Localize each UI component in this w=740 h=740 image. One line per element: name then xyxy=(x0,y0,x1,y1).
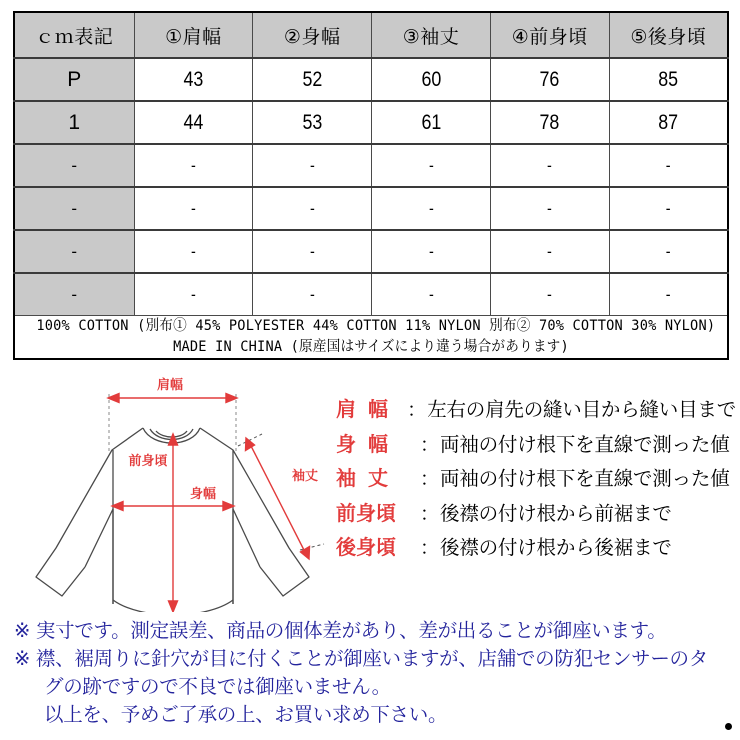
cell-shoulder xyxy=(143,58,244,101)
cell-value: - xyxy=(309,198,315,218)
table-row xyxy=(14,187,728,230)
cell-value: - xyxy=(428,284,434,304)
legend-colon: ： xyxy=(420,502,440,525)
column-header-front-length: ④前身頃 xyxy=(490,12,609,58)
cell-value: 60 xyxy=(421,67,441,91)
cell-body-width xyxy=(262,58,363,101)
table-footnote-row xyxy=(14,316,728,360)
shoulder-width-arrow xyxy=(108,394,237,403)
cell-value: 76 xyxy=(539,67,560,91)
cell-value: - xyxy=(428,198,434,218)
cell-sleeve xyxy=(381,58,482,101)
row-size-label: P xyxy=(14,58,134,101)
cell-shoulder xyxy=(143,144,244,187)
column-header-unit: ｃｍ表記 xyxy=(14,12,134,58)
cell-front-length xyxy=(499,187,600,230)
material-origin-note xyxy=(14,316,728,360)
cell-value: 53 xyxy=(302,110,323,134)
shoulder-width-label: 肩幅 xyxy=(156,378,184,393)
front-length-arrow xyxy=(169,434,178,612)
cell-back-length xyxy=(618,144,719,187)
size-table xyxy=(13,11,729,360)
measurement-legend xyxy=(336,393,736,566)
row-size-label: 1 xyxy=(14,101,134,144)
cell-value: 61 xyxy=(421,110,441,134)
legend-desc-body-width: 両袖の付け根下を直線で測った値 xyxy=(440,432,730,456)
note-line-2: ※ 襟、裾周りに針穴が目に付くことが御座いますが、店舗での防犯センサーのタ xyxy=(14,647,708,670)
legend-key-shoulder: 肩幅 xyxy=(336,397,400,421)
legend-desc-front-length: 後襟の付け根から前裾まで xyxy=(440,501,672,525)
cell-sleeve xyxy=(381,230,482,273)
cell-value: - xyxy=(665,155,671,175)
cell-shoulder xyxy=(143,273,244,316)
legend-colon: ： xyxy=(420,468,440,490)
table-row xyxy=(14,144,728,187)
table-header-row xyxy=(14,12,728,58)
legend-colon: ： xyxy=(407,399,427,421)
cell-value: 87 xyxy=(658,110,679,134)
cell-value: - xyxy=(309,155,315,175)
body-width-label: 身幅 xyxy=(189,487,217,502)
cell-back-length xyxy=(618,187,719,230)
cell-body-width xyxy=(262,273,363,316)
cell-value: - xyxy=(665,241,671,261)
legend-key-back-length: 後身頃 xyxy=(336,535,396,559)
cell-value: - xyxy=(190,284,196,304)
disclaimer-notes xyxy=(14,617,726,729)
cell-value: - xyxy=(665,284,671,304)
row-size-label: - xyxy=(14,273,134,316)
legend-key-body-width: 身幅 xyxy=(336,431,400,456)
cell-value: - xyxy=(309,241,315,261)
cell-value: - xyxy=(547,198,553,218)
cell-front-length xyxy=(499,58,600,101)
legend-desc-back-length: 後襟の付け根から後裾まで xyxy=(440,536,672,559)
legend-item xyxy=(336,531,736,566)
note-line-1: ※ 実寸です。測定誤差、商品の個体差があり、差が出ることが御座います。 xyxy=(14,619,667,642)
cell-shoulder xyxy=(143,101,244,144)
legend-key-front-length: 前身頃 xyxy=(336,500,396,525)
column-header-shoulder: ①肩幅 xyxy=(134,12,253,58)
legend-item xyxy=(336,393,736,428)
cell-value: 85 xyxy=(658,67,679,91)
size-table-container xyxy=(13,11,727,360)
note-line-4: 以上を、予めご了承の上、お買い求め下さい。 xyxy=(44,703,448,726)
cell-sleeve xyxy=(381,273,482,316)
cell-sleeve xyxy=(381,101,482,144)
column-header-body-width: ②身幅 xyxy=(253,12,372,58)
material-composition-line: 100% COTTON (別布① 45% POLYESTER 44% COTTON 11% NYLON 別布② 70% COTTON 30% NYLON) xyxy=(36,318,716,334)
cell-value: - xyxy=(190,198,196,218)
cell-sleeve xyxy=(381,144,482,187)
table-row xyxy=(14,101,728,144)
cell-body-width xyxy=(262,101,363,144)
cell-value: 52 xyxy=(302,67,323,91)
cell-back-length xyxy=(618,230,719,273)
sleeve-length-guides xyxy=(238,434,324,550)
sleeve-length-arrow xyxy=(246,438,310,559)
cell-back-length xyxy=(618,101,719,144)
row-size-label: - xyxy=(14,144,134,187)
cell-value: - xyxy=(547,284,553,304)
cell-back-length xyxy=(618,273,719,316)
cell-value: - xyxy=(665,198,671,218)
legend-colon: ： xyxy=(420,433,440,456)
cell-sleeve xyxy=(381,187,482,230)
row-size-label: - xyxy=(14,230,134,273)
corner-dot-marker xyxy=(725,723,732,730)
row-size-label: - xyxy=(14,187,134,230)
cell-value: - xyxy=(309,284,315,304)
cell-value: 43 xyxy=(183,67,204,91)
cell-value: - xyxy=(190,241,196,261)
legend-item xyxy=(336,497,736,532)
cell-value: 44 xyxy=(183,110,204,134)
sleeve-length-label: 袖丈 xyxy=(291,469,319,484)
cell-value: - xyxy=(547,155,553,175)
legend-item xyxy=(336,462,736,497)
legend-key-sleeve: 袖丈 xyxy=(336,466,400,490)
cell-shoulder xyxy=(143,187,244,230)
cell-value: - xyxy=(547,241,553,261)
cell-back-length xyxy=(618,58,719,101)
cell-front-length xyxy=(499,273,600,316)
legend-item xyxy=(336,428,736,463)
country-of-origin-line: MADE IN CHINA (原産国はサイズにより違う場合があります) xyxy=(173,339,569,356)
front-length-label: 前身頃 xyxy=(128,454,168,469)
cell-front-length xyxy=(499,144,600,187)
note-line-3: グの跡ですので不良では御座いません。 xyxy=(44,675,391,698)
cell-value: - xyxy=(428,155,434,175)
cell-body-width xyxy=(262,187,363,230)
cell-value: - xyxy=(428,241,434,261)
cell-front-length xyxy=(499,230,600,273)
cell-value: 78 xyxy=(539,110,560,134)
table-row xyxy=(14,58,728,101)
cell-body-width xyxy=(262,144,363,187)
cell-shoulder xyxy=(143,230,244,273)
column-header-back-length: ⑤後身頃 xyxy=(609,12,728,58)
cell-body-width xyxy=(262,230,363,273)
legend-desc-shoulder: 左右の肩先の縫い目から縫い目まで xyxy=(427,398,736,421)
legend-colon: ： xyxy=(420,537,440,559)
legend-desc-sleeve: 両袖の付け根下を直線で測った値 xyxy=(440,467,730,490)
cell-front-length xyxy=(499,101,600,144)
cell-value: - xyxy=(190,155,196,175)
table-row xyxy=(14,273,728,316)
column-header-sleeve: ③袖丈 xyxy=(372,12,491,58)
table-row xyxy=(14,230,728,273)
